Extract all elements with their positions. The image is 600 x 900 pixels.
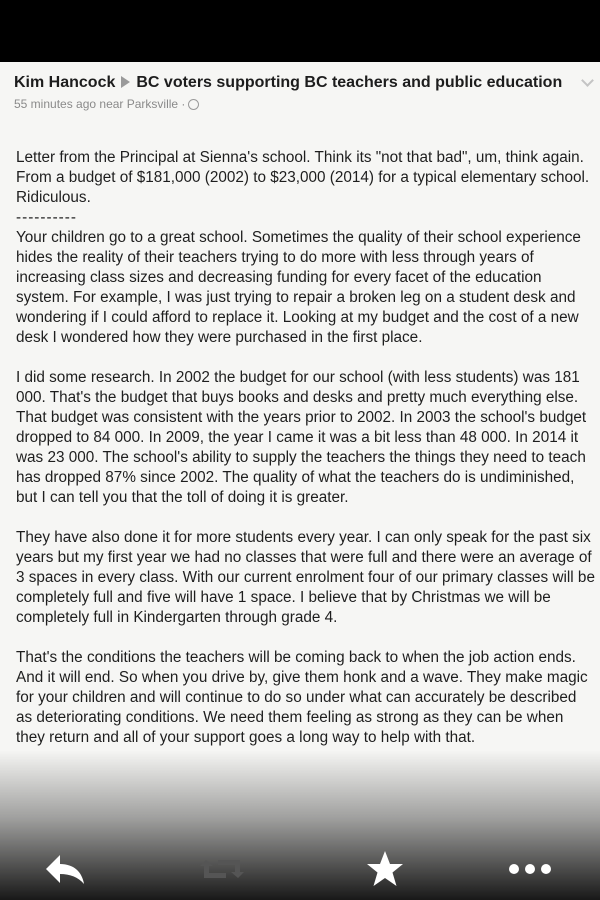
- post-meta: 55 minutes ago near Parksville ·: [14, 97, 186, 111]
- reply-icon: [42, 851, 88, 887]
- reply-button[interactable]: [40, 846, 90, 892]
- retweet-icon: [198, 852, 246, 886]
- arrow-right-icon: [121, 76, 130, 88]
- action-bar: [0, 838, 600, 900]
- post-body: [16, 148, 596, 768]
- star-icon: [365, 849, 405, 889]
- paragraph: Your children go to a great school. Sometimes the quality of their school experience hides the reality of their teachers trying to do more with less through years of increasing class sizes and decreasing funding for every facet of the education system. For example, I was just trying to repair a broken leg on a student desk and wondering if I could afford to replace it. Looking at my budget and the cost of a new desk I wondered how they were purchased in the first place.: [16, 229, 581, 346]
- paragraph: I did some research. In 2002 the budget for our school (with less students) was 181 000. That's the budget that buys books and desks and pretty much everything else. That budget was consistent with the years prior to 2002. In 2003 the school's budget dropped to 84 000. In 2009, the year I came it was a bit less than 48 000. In 2014 it was 23 000. The school's ability to supply the teachers the things they need to teach has dropped 87% since 2002. The quality of what the teachers do is undiminished, but I can tell you that the toll of doing it is greater.: [16, 369, 587, 506]
- author-name[interactable]: Kim Hancock: [14, 74, 116, 91]
- more-icon: [506, 864, 554, 874]
- separator: ----------: [16, 209, 77, 226]
- post-card: [0, 62, 600, 900]
- post-intro: Letter from the Principal at Sienna's school. Think its "not that bad", um, think again. From a budget of $181,000 (2002) to $23,000 (2014) for a typical elementary school. Ridiculous.: [16, 149, 590, 206]
- status-bar: [0, 0, 600, 62]
- favorite-button[interactable]: [360, 846, 410, 892]
- chevron-down-icon[interactable]: [581, 74, 594, 87]
- paragraph: They have also done it for more students every year. I can only speak for the past six years but my first year we had no classes that were full and there were an average of 3 spaces in every class. With our current enrolment four of our primary classes will be completely full and five will have 1 space. I believe that by Christmas we will be completely full in Kindergarten through grade 4.: [16, 529, 595, 626]
- globe-icon: [188, 99, 199, 110]
- group-name[interactable]: BC voters supporting BC teachers and public education: [136, 74, 563, 91]
- paragraph: That's the conditions the teachers will be coming back to when the job action ends. And it will end. So when you drive by, give them honk and a wave. They make magic for your children and will continue to do so under what can accurately be described as deteriorating conditions. We need them feeling as strong as they can be when they return and all of your support goes a long way to help with that.: [16, 649, 588, 746]
- more-button[interactable]: [505, 846, 555, 892]
- post-header: [14, 72, 574, 111]
- retweet-button[interactable]: [197, 846, 247, 892]
